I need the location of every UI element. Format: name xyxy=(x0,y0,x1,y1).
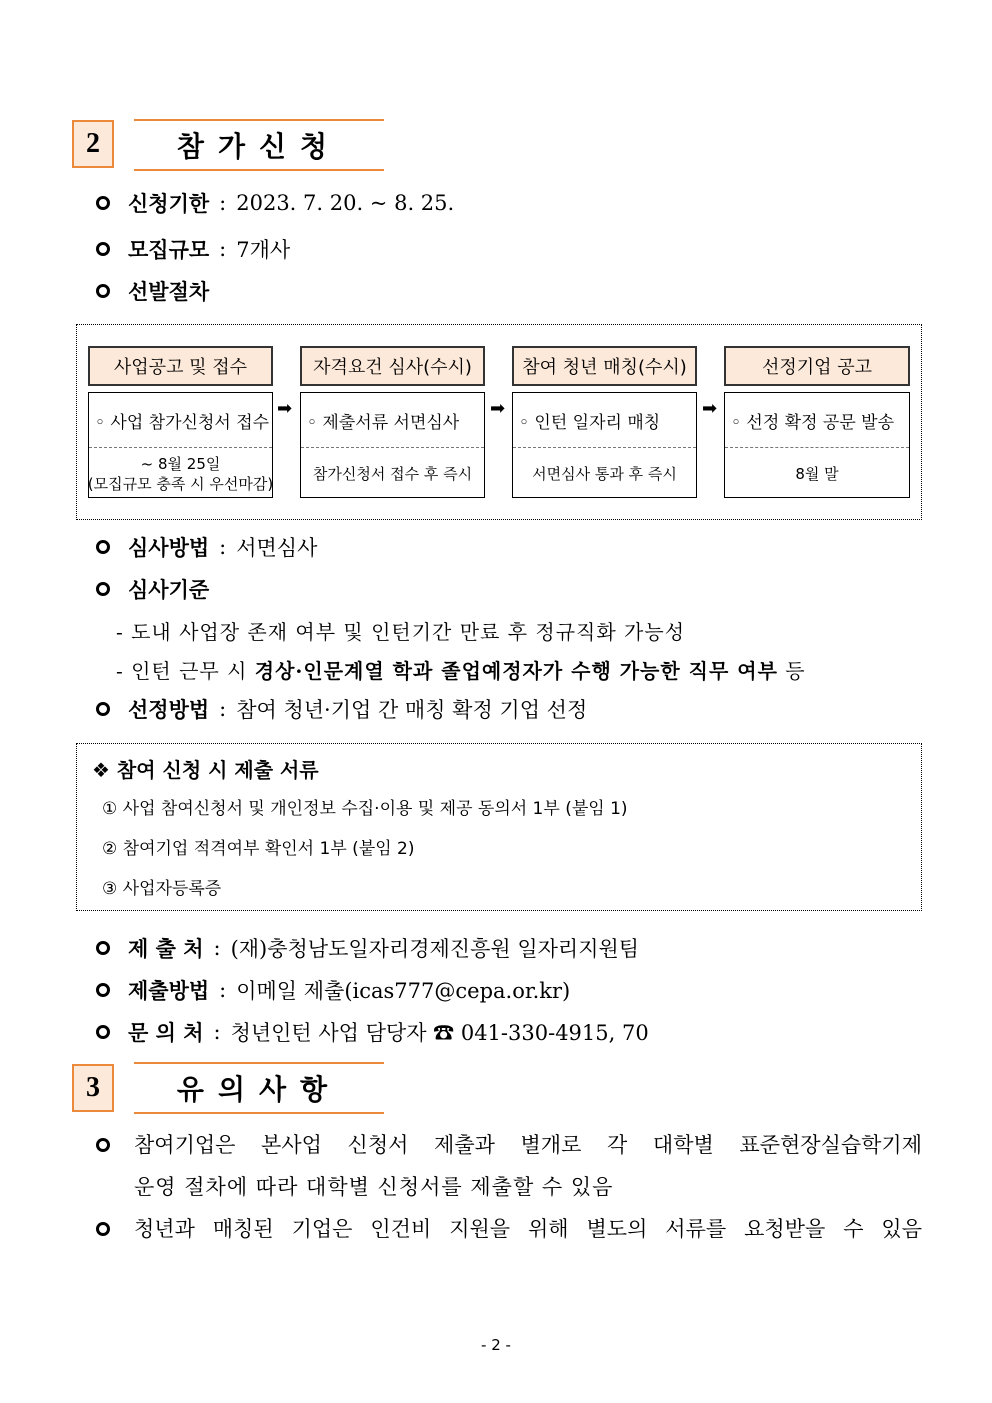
selection-label: 선정방법 xyxy=(128,697,210,722)
step-4-head: 선정기업 공고 xyxy=(724,346,910,386)
section-number: 2 xyxy=(72,120,114,168)
step-3-desc: ◦ 인턴 일자리 매칭 xyxy=(513,393,696,448)
note-2-text: 청년과 매칭된 기업은 인건비 지원을 위해 별도의 서류를 요청받을 수 있음 xyxy=(134,1217,922,1241)
scale-row xyxy=(96,234,290,264)
document-item-3: ③ 사업자등록증 xyxy=(102,879,222,899)
colon: : xyxy=(213,1020,221,1044)
bullet-icon xyxy=(96,1222,110,1236)
colon: : xyxy=(219,237,227,261)
colon: : xyxy=(213,936,221,960)
submit-to-row xyxy=(96,933,639,963)
criteria-item-1: - 도내 사업장 존재 여부 및 인턴기간 만료 후 정규직화 가능성 xyxy=(116,620,686,644)
step-4-desc: ◦ 선정 확정 공문 발송 xyxy=(725,393,909,448)
step-2-body xyxy=(300,392,485,498)
documents-title: ❖ 참여 신청 시 제출 서류 xyxy=(92,758,319,782)
step-3-timing xyxy=(513,448,696,499)
note-1-line-1: 참여기업은 본사업 신청서 제출과 별개로 각 대학별 표준현장실습학기제 xyxy=(134,1133,922,1157)
arrow-right-icon: ➡ xyxy=(490,398,506,419)
bullet-icon xyxy=(96,242,110,256)
bullet-icon xyxy=(96,1025,110,1039)
step-2-when: 참가신청서 접수 후 즉시 xyxy=(312,464,473,483)
note-1-line-2: 운영 절차에 따라 대학별 신청서를 제출할 수 있음 xyxy=(134,1175,614,1199)
bullet-icon xyxy=(96,284,110,298)
criteria-item-2-bold: 경상·인문계열 학과 졸업예정자가 수행 가능한 직무 여부 xyxy=(254,659,778,683)
section-number: 3 xyxy=(72,1064,114,1112)
bullet-icon xyxy=(96,582,110,596)
step-2-desc: ◦ 제출서류 서면심사 xyxy=(301,393,484,448)
step-3-when: 서면심사 통과 후 즉시 xyxy=(532,464,677,483)
note-2 xyxy=(96,1208,922,1250)
bullet-icon xyxy=(96,941,110,955)
step-4-when: 8월 말 xyxy=(795,464,839,483)
bullet-icon xyxy=(96,540,110,554)
method-label: 심사방법 xyxy=(128,535,210,560)
step-3-body xyxy=(512,392,697,498)
submit-method-row xyxy=(96,975,570,1005)
step-1-when: ~ 8월 25일 xyxy=(140,454,221,473)
step-1-desc: ◦ 사업 참가신청서 접수 xyxy=(89,393,272,448)
deadline-label: 신청기한 xyxy=(128,191,210,216)
step-4-timing xyxy=(725,448,909,499)
arrow-right-icon: ➡ xyxy=(702,398,718,419)
scale-label: 모집규모 xyxy=(128,237,210,262)
step-1-body xyxy=(88,392,273,498)
page-number: - 2 - xyxy=(481,1336,511,1354)
submit-to-label: 제 출 처 xyxy=(128,936,204,961)
selection-row xyxy=(96,694,587,724)
colon: : xyxy=(219,535,227,559)
scale-value: 7개사 xyxy=(236,238,291,262)
colon: : xyxy=(219,697,227,721)
step-1-note: (모집규모 충족 시 우선마감) xyxy=(87,474,274,493)
method-row xyxy=(96,532,317,562)
step-3-head: 참여 청년 매칭(수시) xyxy=(512,346,697,386)
criteria-item-2-pre: - 인턴 근무 시 xyxy=(116,659,255,683)
submit-method-value: 이메일 제출(icas777@cepa.or.kr) xyxy=(236,979,571,1003)
step-1-head: 사업공고 및 접수 xyxy=(88,346,273,386)
deadline-row xyxy=(96,188,454,218)
colon: : xyxy=(219,978,227,1002)
section-title: 유의사항 xyxy=(134,1062,384,1114)
submit-method-label: 제출방법 xyxy=(128,978,210,1003)
section-title: 참가신청 xyxy=(134,119,384,171)
step-2-timing xyxy=(301,448,484,499)
procedure-label: 선발절차 xyxy=(128,279,210,304)
colon: : xyxy=(219,191,227,215)
document-item-1: ① 사업 참여신청서 및 개인정보 수집·이용 및 제공 동의서 1부 (붙임 1) xyxy=(102,799,628,819)
bullet-icon xyxy=(96,983,110,997)
step-1-timing xyxy=(89,448,272,499)
bullet-icon xyxy=(96,196,110,210)
contact-row xyxy=(96,1017,649,1047)
step-4-body xyxy=(724,392,910,498)
bullet-icon xyxy=(96,702,110,716)
selection-value: 참여 청년·기업 간 매칭 확정 기업 선정 xyxy=(236,698,588,722)
procedure-row xyxy=(96,276,209,306)
bullet-icon xyxy=(96,1138,110,1152)
contact-label: 문 의 처 xyxy=(128,1020,204,1045)
criteria-row xyxy=(96,574,209,604)
document-item-2: ② 참여기업 적격여부 확인서 1부 (붙임 2) xyxy=(102,839,415,859)
contact-value: 청년인턴 사업 담당자 ☎ 041-330-4915, 70 xyxy=(230,1021,649,1045)
submit-to-value: (재)충청남도일자리경제진흥원 일자리지원팀 xyxy=(230,937,640,961)
deadline-value: 2023. 7. 20. ~ 8. 25. xyxy=(236,191,455,215)
arrow-right-icon: ➡ xyxy=(277,398,293,419)
note-1 xyxy=(96,1124,922,1208)
criteria-item-2 xyxy=(116,655,806,684)
criteria-item-2-post: 등 xyxy=(777,659,806,683)
criteria-label: 심사기준 xyxy=(128,577,210,602)
step-2-head: 자격요건 심사(수시) xyxy=(300,346,485,386)
method-value: 서면심사 xyxy=(236,536,318,560)
